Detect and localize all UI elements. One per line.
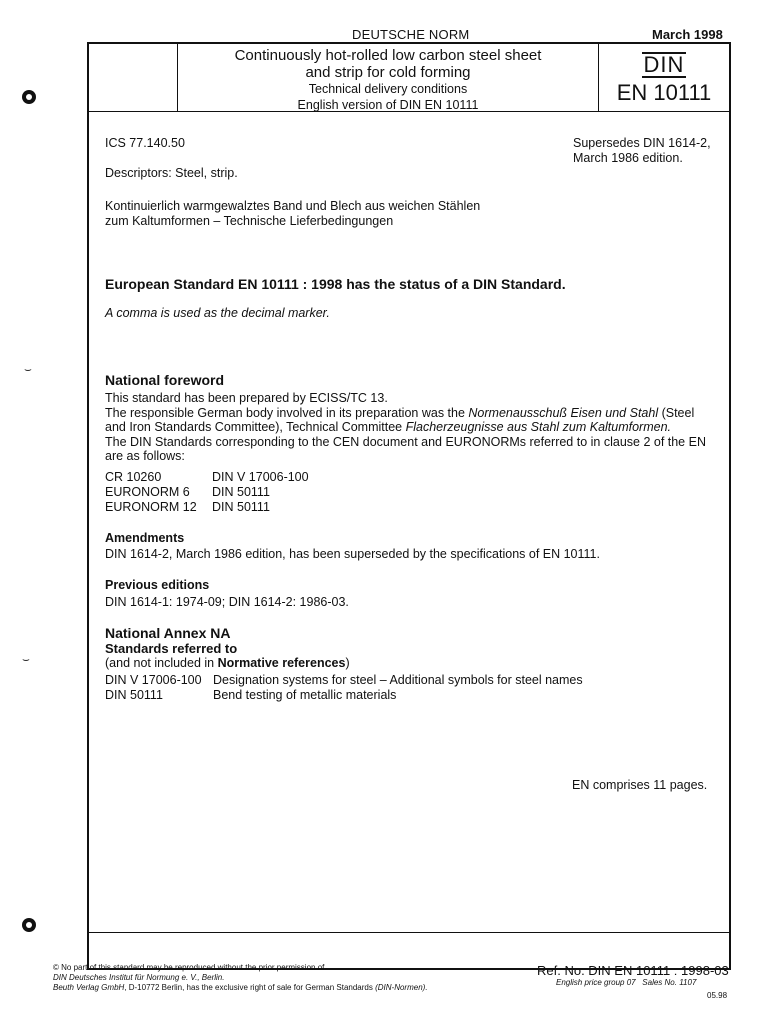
table-row: DIN V 17006-100 Designation systems for steel – Additional symbols for steel names — [105, 673, 583, 687]
sales-number: Sales No. 1107 — [642, 978, 697, 987]
supersedes-line-2: March 1986 edition. — [573, 150, 683, 165]
print-date: 05.98 — [707, 991, 728, 1000]
previous-editions-heading: Previous editions — [105, 578, 210, 592]
footer-divider — [87, 932, 731, 933]
amendments-heading: Amendments — [105, 531, 185, 545]
publication-date: March 1998 — [652, 27, 723, 42]
table-row: EURONORM 6 DIN 50111 — [105, 485, 270, 499]
decimal-note: A comma is used as the decimal marker. — [105, 306, 330, 320]
supersedes-note — [573, 136, 711, 165]
copyright-line-3: Beuth Verlag GmbH, D-10772 Berlin, has the exclusive right of sale for German Standards (DIN-Normen). — [53, 983, 428, 992]
german-title-line-1: Kontinuierlich warmgewalztes Band und Blech aus weichen Stählen — [105, 199, 481, 213]
ics-code: ICS 77.140.50 — [105, 136, 185, 150]
status-headline: European Standard EN 10111 : 1998 has the status of a DIN Standard. — [105, 276, 566, 292]
copyright-line-2: DIN Deutsches Institut für Normung e. V., Berlin. — [53, 973, 225, 982]
din-logo: DIN — [643, 52, 685, 77]
subtitle: Technical delivery conditions — [308, 82, 468, 96]
title-block — [178, 47, 598, 113]
german-title — [105, 199, 480, 228]
annex-note: (and not included in Normative references) — [105, 656, 350, 670]
amendments-text: DIN 1614-2, March 1986 edition, has been superseded by the specifications of EN 10111. — [105, 547, 600, 561]
descriptors: Descriptors: Steel, strip. — [105, 166, 238, 180]
supersedes-line-1: Supersedes DIN 1614-2, — [573, 136, 711, 150]
foreword-body — [105, 391, 725, 464]
scan-mark-icon: ⌣ — [22, 652, 30, 666]
price-info — [556, 978, 696, 987]
punch-hole-icon — [22, 918, 36, 932]
foreword-line-4: The DIN Standards corresponding to the CEN document and EURONORMs referred to in clause 2 of the EN — [105, 434, 706, 449]
version-note: English version of DIN EN 10111 — [297, 98, 479, 112]
scan-mark-icon: ⌣ — [24, 362, 32, 376]
previous-editions-text: DIN 1614-1: 1974-09; DIN 1614-2: 1986-03. — [105, 595, 349, 609]
pages-note: EN comprises 11 pages. — [572, 778, 708, 792]
price-group: English price group 07 — [556, 978, 636, 987]
foreword-line-3: and Iron Standards Committee), Technical Committee Flacherzeugnisse aus Stahl zum Kaltumformen. — [105, 420, 672, 434]
annex-refs-table — [105, 673, 583, 703]
standard-number: EN 10111 — [616, 80, 712, 105]
table-row: DIN 50111 Bend testing of metallic materials — [105, 688, 397, 702]
foreword-heading: National foreword — [105, 372, 225, 388]
foreword-refs-table — [105, 470, 309, 515]
copyright-notice — [53, 963, 513, 993]
table-row: EURONORM 12 DIN 50111 — [105, 500, 270, 514]
annex-subheading: Standards referred to — [105, 641, 238, 656]
copyright-line-1: © No part of this standard may be reproduced without the prior permission of — [53, 963, 325, 972]
punch-hole-icon — [22, 90, 36, 104]
table-row: CR 10260 DIN V 17006-100 — [105, 470, 309, 484]
reference-number: Ref. No. DIN EN 10111 : 1998-03 — [537, 963, 729, 978]
norm-label: DEUTSCHE NORM — [352, 27, 470, 42]
title-line-2: and strip for cold forming — [305, 64, 471, 81]
din-logo-box — [599, 47, 729, 106]
annex-heading: National Annex NA — [105, 625, 231, 641]
title-line-1: Continuously hot-rolled low carbon steel sheet — [234, 47, 542, 64]
foreword-line-2: The responsible German body involved in its preparation was the Normenausschuß Eisen und Stahl (Steel — [105, 405, 695, 420]
foreword-line-1: This standard has been prepared by ECISS/TC 13. — [105, 391, 388, 405]
foreword-line-5: are as follows: — [105, 449, 185, 463]
german-title-line-2: zum Kaltumformen – Technische Lieferbedingungen — [105, 213, 394, 228]
